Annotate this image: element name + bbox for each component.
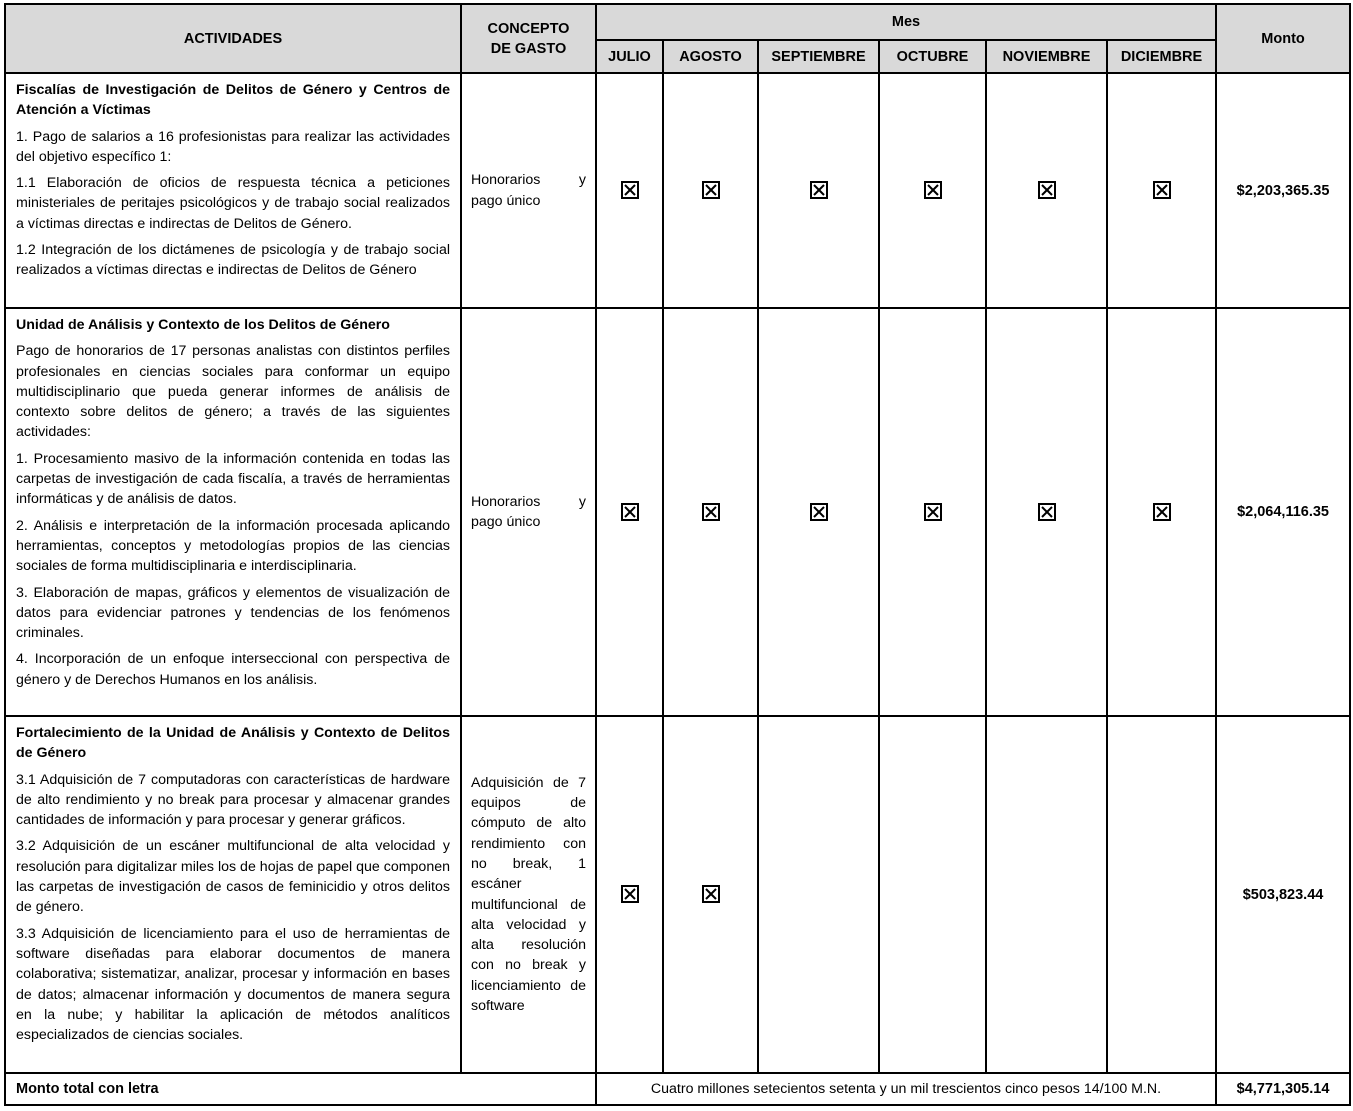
activity-paragraph: 3.2 Adquisición de un escáner multifuncional de alta velocidad y resolución para digitalizar miles los de hojas de papel que componen las carpetas de investigación de casos de feminicidio y otros delitos de género. <box>16 838 450 916</box>
activity-paragraph: 1. Procesamiento masivo de la información contenida en todas las carpetas de investigación de cada fiscalía, a través de herramientas informáticas y de análisis de datos. <box>16 450 450 508</box>
month-cell-noviembre <box>986 308 1107 716</box>
month-cell-septiembre <box>758 73 879 308</box>
monto-cell: $503,823.44 <box>1216 716 1350 1073</box>
activity-cell <box>5 716 461 1073</box>
month-cell-octubre <box>879 73 986 308</box>
total-amount: $4,771,305.14 <box>1216 1073 1350 1105</box>
activity-title: Fortalecimiento de la Unidad de Análisis y Contexto de Delitos de Género <box>16 725 450 762</box>
checked-box-icon <box>1038 182 1056 199</box>
checked-box-icon <box>924 182 942 199</box>
checked-box-icon <box>1153 182 1171 199</box>
activity-paragraph: 3. Elaboración de mapas, gráficos y elementos de visualización de datos para evidenciar patrones y tendencias de los fenómenos criminales. <box>16 584 450 642</box>
activity-title: Unidad de Análisis y Contexto de los Delitos de Género <box>16 317 390 333</box>
header-concepto: CONCEPTO DE GASTO <box>461 4 596 73</box>
checked-box-icon <box>702 182 720 199</box>
activity-paragraph: 4. Incorporación de un enfoque interseccional con perspectiva de género y de Derechos Humanos en los análisis. <box>16 651 450 688</box>
checked-box-icon <box>924 503 942 520</box>
header-monto: Monto <box>1216 4 1350 73</box>
month-cell-julio <box>596 73 663 308</box>
month-cell-agosto <box>663 73 758 308</box>
month-cell-agosto <box>663 308 758 716</box>
total-text: Cuatro millones setecientos setenta y un mil trescientos cinco pesos 14/100 M.N. <box>596 1073 1216 1105</box>
header-mes: Mes <box>596 4 1216 40</box>
header-month-octubre: OCTUBRE <box>879 40 986 73</box>
month-cell-diciembre <box>1107 716 1216 1073</box>
activity-paragraph: 3.3 Adquisición de licenciamiento para el uso de herramientas de software diseñadas para elaborar documentos de manera colaborativa; sistematizar, analizar, procesar y información en bases de datos; almacenar información y documentos de manera segura en la nube; y habilitar la aplicación de métodos analíticos especializados de ciencias sociales. <box>16 925 450 1044</box>
checked-box-icon <box>702 886 720 903</box>
activity-paragraph: 1.1 Elaboración de oficios de respuesta técnica a peticiones ministeriales de peritajes psicológicos y de trabajo social realizados a víctimas directas e indirectas de Delitos de Género. <box>16 175 450 232</box>
budget-table <box>4 3 1351 1106</box>
concepto-gasto: Honorarios y pago único <box>461 308 596 716</box>
checked-box-icon <box>621 503 639 520</box>
checked-box-icon <box>621 886 639 903</box>
checked-box-icon <box>1153 503 1171 520</box>
checked-box-icon <box>621 182 639 199</box>
checked-box-icon <box>1038 503 1056 520</box>
activity-paragraph: 1.2 Integración de los dictámenes de psicología y de trabajo social realizados a víctimas directas e indirectas de Delitos de Género <box>16 242 450 279</box>
header-month-agosto: AGOSTO <box>663 40 758 73</box>
header-month-diciembre: DICIEMBRE <box>1107 40 1216 73</box>
month-cell-octubre <box>879 716 986 1073</box>
header-actividades: ACTIVIDADES <box>5 4 461 73</box>
month-cell-septiembre <box>758 716 879 1073</box>
activity-title: Fiscalías de Investigación de Delitos de Género y Centros de Atención a Víctimas <box>16 82 450 119</box>
activity-row <box>5 716 1350 1073</box>
concepto-gasto: Adquisición de 7 equipos de cómputo de alto rendimiento con no break, 1 escáner multifuncional de alta velocidad y alta resolución con no break y licenciamiento de software <box>461 716 596 1073</box>
header-month-julio: JULIO <box>596 40 663 73</box>
month-cell-julio <box>596 716 663 1073</box>
activity-row <box>5 308 1350 716</box>
month-cell-octubre <box>879 308 986 716</box>
month-cell-noviembre <box>986 716 1107 1073</box>
month-cell-agosto <box>663 716 758 1073</box>
checked-box-icon <box>810 182 828 199</box>
month-cell-noviembre <box>986 73 1107 308</box>
activity-row <box>5 73 1350 308</box>
activity-cell <box>5 308 461 716</box>
month-cell-septiembre <box>758 308 879 716</box>
monto-cell: $2,203,365.35 <box>1216 73 1350 308</box>
month-cell-julio <box>596 308 663 716</box>
header-month-septiembre: SEPTIEMBRE <box>758 40 879 73</box>
concepto-gasto: Honorarios y pago único <box>461 73 596 308</box>
activity-paragraph: 2. Análisis e interpretación de la información procesada aplicando herramientas, conceptos y metodologías propios de las ciencias sociales de forma multidisciplinaria e interdisciplinaria. <box>16 517 450 575</box>
month-cell-diciembre <box>1107 73 1216 308</box>
activity-cell <box>5 73 461 308</box>
activity-paragraph: 1. Pago de salarios a 16 profesionistas para realizar las actividades del objetivo específico 1: <box>16 128 450 165</box>
header-month-noviembre: NOVIEMBRE <box>986 40 1107 73</box>
monto-cell: $2,064,116.35 <box>1216 308 1350 716</box>
total-label: Monto total con letra <box>5 1073 596 1105</box>
checked-box-icon <box>810 503 828 520</box>
checked-box-icon <box>702 503 720 520</box>
activity-paragraph: Pago de honorarios de 17 personas analistas con distintos perfiles profesionales en ciencias sociales para conformar un equipo multidisciplinario que pueda generar informes de análisis de contexto sobre delitos de género; a través de las siguientes actividades: <box>16 343 450 441</box>
month-cell-diciembre <box>1107 308 1216 716</box>
activity-paragraph: 3.1 Adquisición de 7 computadoras con características de hardware de alto rendimiento y no break para procesar y almacenar grandes cantidades de información y para procesar y generar gráficos. <box>16 771 450 829</box>
